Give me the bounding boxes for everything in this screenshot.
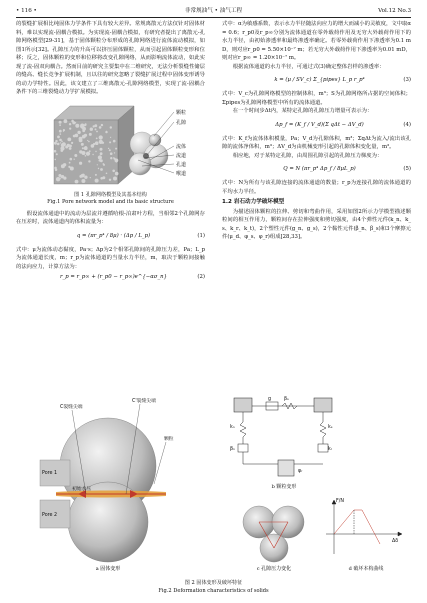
figure-label: kₙ	[230, 425, 235, 430]
particle-dot	[83, 173, 85, 175]
panel-caption: c 孔隙压力变化	[256, 566, 292, 572]
particle-dot	[69, 144, 72, 147]
particle-dot	[90, 127, 93, 130]
equation-2	[16, 272, 205, 282]
deformation-figure	[16, 394, 411, 578]
particle-dot	[82, 129, 85, 132]
axis-label: F/N	[336, 499, 344, 504]
particle-dot	[70, 157, 73, 160]
particle-dot	[89, 132, 92, 135]
particle-dot	[54, 158, 56, 160]
particle-dot	[71, 119, 74, 122]
figure-label: 流道	[176, 152, 187, 159]
particle-dot	[79, 138, 83, 142]
equation-body: Δp_f = (K_f / V_d)(Σ qΔt − ΔV_d)	[275, 121, 364, 128]
particle-dot	[59, 177, 61, 179]
equation-body: q = (πr_p⁴ / 8μ) · (Δp / L_p)	[76, 232, 151, 239]
equation-number: (4)	[403, 121, 411, 128]
particle-dot	[68, 144, 69, 145]
figure-label: 喉道	[176, 170, 187, 177]
figure-label: 初始水压	[72, 487, 92, 492]
particle-dot	[59, 124, 61, 126]
particle-dot	[82, 147, 84, 149]
panel-caption: b 颗粒变形	[271, 484, 297, 490]
particle-dot	[79, 174, 82, 177]
particle-dot	[77, 130, 80, 133]
particle-dot	[95, 178, 99, 182]
particle-dot	[115, 147, 117, 149]
particle-dot	[63, 129, 65, 131]
particle-dot	[96, 130, 98, 132]
figure-label: kᵣ	[328, 447, 333, 452]
panel-a	[40, 397, 174, 572]
figure-label: C裂缝尖端	[60, 405, 83, 410]
particle-dot	[73, 134, 76, 137]
particle-dot	[81, 142, 84, 145]
block	[314, 398, 332, 412]
right-column	[222, 20, 411, 242]
equation-number: (5)	[403, 166, 411, 172]
particle-dot	[99, 159, 101, 161]
particle-dot	[69, 127, 71, 129]
particle-dot	[75, 179, 79, 183]
particle-dot	[82, 134, 86, 138]
figure-label: 孔隙	[176, 119, 187, 126]
particle-dot	[93, 125, 95, 127]
particle-dot	[101, 123, 103, 125]
particle-dot	[92, 153, 93, 154]
figure-label: 孔道	[176, 161, 187, 168]
particle-dot	[110, 126, 112, 128]
particle-dot	[113, 139, 116, 142]
particle-dot	[59, 129, 62, 132]
particle-dot	[100, 177, 103, 180]
section-heading: 1.2 岩石动力学破坏模型	[222, 199, 285, 205]
particle-dot	[103, 163, 105, 165]
figure-label: 颗粒	[176, 109, 187, 116]
particle-dot	[95, 150, 96, 151]
paragraph: 假设流体通道中的流动为层流并遵循哈根-泊肃叶方程，当相邻2个孔隙网存在压差时，流体通道内的体积流量为：	[16, 210, 205, 225]
particle-dot	[79, 161, 82, 164]
panel-c	[243, 506, 304, 572]
particle-dot	[115, 171, 119, 175]
panel-d	[326, 498, 402, 572]
journal-name: 非常规油气 • 油气工程	[184, 8, 243, 14]
particle-dot	[98, 167, 99, 168]
panel-caption: d 破坏本构曲线	[348, 566, 384, 572]
particle-dot	[82, 151, 86, 155]
particle-dot	[74, 154, 77, 157]
particle-dot	[64, 119, 68, 123]
particle-dot	[63, 176, 66, 179]
equation-3	[222, 72, 411, 89]
particle-dot	[99, 126, 102, 129]
particle-dot	[56, 153, 58, 155]
paragraph: 式中：V_c为孔隙网络模型的控制体积，m³；S为孔隙网络所占据的空间体积；Σpipes为孔隙网络模型中所有的流体通道。	[222, 91, 411, 106]
particle-dot	[113, 157, 115, 159]
figure-2	[16, 394, 411, 578]
equation-5	[222, 161, 411, 178]
particle-dot	[57, 142, 60, 145]
particle-dot	[60, 133, 62, 135]
paragraph: 为描述固体颗粒的拉伸、剪切和弯曲作用，采用如图2所示力学模型描述颗粒间的相互作用力，颗粒间存在拉伸强度和剪切强度，由4个弹性元件(k_n、k_s、k_r、k_t)，2个塑性元件(g_n、g_s)，2个黏性元件(β_n、β_s)和3个摩擦元件(μ_d、φ_s、φ_r)组成[28,33]。	[222, 208, 411, 240]
particle-dot	[99, 139, 103, 143]
particle-dot	[100, 168, 103, 171]
particle-dot	[84, 147, 87, 150]
particle-dot	[68, 165, 70, 167]
paragraph: 式中：K_f为流体体积模量，Pa；V_d为孔隙体积，m³；ΣqΔt为流入/流出该孔隙的流体净体积，m³；ΔV_d为由机械变形引起的孔隙体积变化量，m³。	[222, 135, 411, 150]
particle-dot	[109, 141, 111, 143]
particle-dot	[109, 149, 111, 151]
pore-network-figure	[16, 100, 205, 192]
paragraph: 在一个时间步Δt内，某特定孔隙的孔隙压力增量可表示为：	[232, 108, 373, 114]
particle-dot	[54, 141, 57, 144]
figure-label: g	[268, 397, 272, 402]
particle-dot	[89, 150, 91, 152]
particle-dot	[75, 123, 79, 127]
particle-dot	[87, 139, 88, 140]
figure-label: Pore 1	[42, 471, 58, 476]
particle-dot	[57, 135, 60, 138]
particle-dot	[69, 161, 71, 163]
figure-label: 颗粒	[164, 437, 174, 442]
figure-label: βₛ	[284, 397, 289, 402]
figure-label: Pore 2	[42, 513, 58, 518]
particle-dot	[99, 140, 100, 141]
particle-dot	[95, 173, 97, 175]
paragraph: 式中：α为敏感系数，表示水力半径随法向应力的增大而减小的灵敏度，文中取α = 0.6；r_p0及r_p∞分别为流体通道在零外载荷作用及无穷大外载荷作用下的水力半径，由初始渗透率和最终渗透率确定。若零外载荷作用下渗透率为0.1 mD，则对应r_p0 = 5.50×10⁻⁷ m；若无穷大外载荷作用下渗透率为0.01 mD，则对应r_p∞ = 1.20×10⁻⁷ m。	[222, 21, 411, 61]
figure-label: βₙ	[230, 447, 235, 452]
block	[234, 398, 252, 412]
particle-dot	[110, 152, 113, 155]
particle-dot	[81, 179, 85, 183]
equation-body: Q = N (πr_p⁴ Δp_f / 8μL_p)	[283, 166, 356, 172]
figure-2-caption-cn: 图 2 固体变形及破坏特征	[184, 580, 243, 586]
particle-dot	[93, 142, 95, 144]
particle-dot	[60, 142, 61, 143]
equation-body: r_p = r_p∞ + (r_p0 − r_p∞)e^{−ασ_n}	[60, 274, 167, 280]
particle-dot	[67, 137, 71, 141]
particle-dot	[90, 177, 91, 178]
particle-dot	[108, 147, 109, 148]
axis-label: Δδ	[392, 539, 399, 544]
particle-dot	[98, 155, 102, 159]
particle-dot	[85, 155, 87, 157]
paragraph: 式中：μ为流体动态黏度，Pa·s；Δp为2个相邻孔隙间的孔隙压力差，Pa；L_p为流体通道长度，m；r_p为流体通道的当量水力半径，m，取决于颗粒间接触的法向应力，计算方法为：	[16, 246, 205, 270]
particle-dot	[99, 135, 103, 139]
particle-dot	[69, 147, 72, 150]
particle-dot	[69, 123, 71, 125]
equation-4	[222, 117, 411, 134]
particle-dot	[114, 152, 115, 153]
figure-1-caption-en: Fig.1 Pore network model and its basic structure	[47, 199, 174, 205]
equation-body: k = (μ / SV_c) Σ_{pipes} L_p r_p⁴	[274, 77, 365, 83]
particle-dot	[95, 141, 99, 145]
particle-dot	[84, 175, 87, 178]
particle-dot	[112, 169, 115, 172]
particle-dot	[110, 136, 111, 137]
panel-caption: a 固体变形	[95, 566, 121, 572]
particle-dot	[105, 130, 107, 132]
particle-dot	[80, 123, 84, 127]
volume-issue: Vol.12 No.3	[378, 8, 411, 14]
particle-dot	[116, 161, 118, 163]
particle-dot	[100, 147, 103, 150]
particle-dot	[61, 149, 64, 152]
figure-label: 流体	[176, 143, 187, 150]
particle-dot	[113, 176, 117, 180]
paragraph: 的裂缝扩展相比纯固体力学条件下具有较大差异。常规离散元方法仅针对固体材料，难以实现流-固耦合模拟。为实现流-固耦合模拟，有研究者提出了离散元-孔隙网络模型[29-31]，基于固体颗粒分布形成的孔隙网络进行流体流动模拟，如图1所示[32]。孔隙压力的升高可以挤压固体颗粒，从而引起固体颗粒变形和位移；反之，固体颗粒的变形和位移将改变孔隙网络，从而影响流体流动，如此实现了流-固双向耦合。然而目前的研究主要集中在二维研究，无法分析裂缝性储层的缝高、缝长竞争扩展机制，且以往的研究忽略了裂缝扩展过程中固体变形诱导的动力学特性。因此，该文建立了三维离散元-孔隙网络模型，实现了流-固耦合条件下的三维裂缝动力学扩展模拟。	[16, 21, 205, 95]
figure-label: kₛ	[328, 425, 333, 430]
figure-1	[16, 100, 205, 192]
particle-dot	[86, 151, 90, 155]
particle-dot	[106, 172, 108, 174]
particle-dot	[88, 140, 90, 142]
particle-dot	[61, 140, 63, 142]
equation-1	[16, 228, 205, 245]
particle-dot	[59, 120, 62, 123]
particle-dot	[62, 142, 66, 146]
particle-dot	[74, 158, 75, 159]
particle-dot	[88, 160, 90, 162]
paragraph: 根据流体通道的水力半径，可通过式(3)确定整体岩样的渗透率：	[232, 63, 385, 70]
particle-dot	[109, 178, 111, 180]
particle-dot	[75, 122, 76, 123]
figure-label: C'裂缝尖端	[132, 399, 156, 404]
left-column	[16, 20, 205, 283]
page-header	[16, 5, 411, 18]
paragraph: 相应地，对于某特定孔隙，由周围孔隙引起的孔隙压力梯度为：	[232, 152, 383, 159]
figure-1-caption: 图 1 孔隙网络模型及其基本结构	[74, 191, 147, 198]
equation-number: (1)	[197, 232, 205, 239]
figure-label: φᵣ	[298, 469, 303, 474]
particle-dot	[97, 164, 98, 165]
particle-dot	[61, 164, 65, 168]
panel-b	[230, 396, 333, 490]
equation-number: (2)	[197, 274, 205, 280]
particle-dot	[100, 152, 103, 155]
particle-dot	[96, 137, 98, 139]
paragraph: 式中：N为所有与该孔隙连接的流体通道的数量；r_p为连接孔隙的流体通道的平均水力半径。	[222, 180, 411, 195]
block	[278, 460, 294, 476]
particle-dot	[55, 168, 58, 171]
figure-2-caption	[16, 580, 411, 595]
equation-number: (3)	[403, 77, 411, 83]
particle-dot	[95, 128, 97, 130]
particle-dot	[54, 149, 57, 152]
particle-dot	[71, 141, 73, 143]
figure-2-caption-en: Fig.2 Deformation characteristics of solids	[158, 587, 269, 594]
page-number: • 116 •	[16, 8, 37, 14]
particle-dot	[110, 157, 112, 159]
